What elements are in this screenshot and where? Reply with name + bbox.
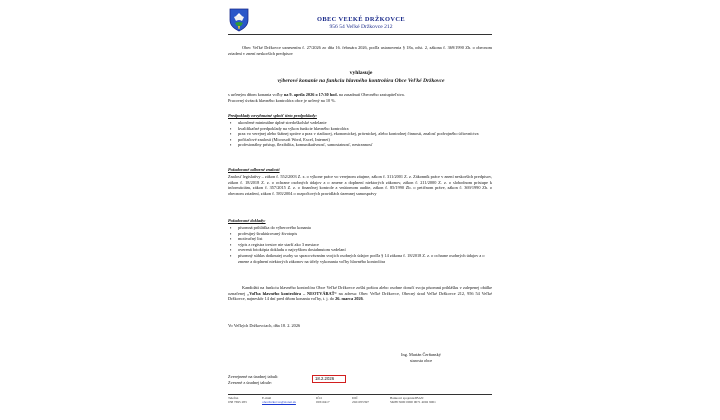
knowledge-text: Znalosť legislatívy – zákon č. 552/2003 Z. z. o výkone práce vo verejnom záujme, zákon č. 311/2001 Z. z. Zákonník práce v znení neskorších predpisov, zákon č. 18/2018 Z. z. o ochrane osobných údajov a o zmene a doplnení niektorých zákonov, zákon č. 211/2000 Z. z. o slobodnom prístupe k informáciám, zákon č. 357/2015 Z. z. o finančnej kontrole a vnútornom audite, zákon č. 85/1990 Zb. o petičnom práve, zákon č. 369/1990 Zb. o obecnom zriadení, zákon č. 583/2004 o rozpočtových pravidlách územnej samosprávy bbox=[228, 174, 492, 196]
removed-label: Zvesené z úradnej tabule: bbox=[228, 380, 273, 385]
footer-dic bbox=[352, 396, 369, 405]
requirement-item: ▪ počítačové znalosti (Microsoft Word, Excel, Internet) bbox=[228, 137, 490, 143]
requirements-heading: Predpoklady nevyhnutné splniť tieto predpoklady: bbox=[228, 113, 317, 118]
workload-text: Pracovný úväzok hlavného kontrolóra obce je určený na 10 %. bbox=[228, 97, 336, 103]
place-date: Vo Veľkých Držkovciach, dňa 18. 2. 2026 bbox=[228, 323, 301, 328]
submission-part2: na adresu: Obec Veľké Držkovce, Obecný úrad Veľké Držkovce 212, 956 54 Veľké Držkovce, najneskôr 14 dní pred dňom konania voľby, t. j. do bbox=[228, 290, 492, 302]
requirement-item: ▪ ukončené minimálne úplné stredoškolské vzdelanie bbox=[228, 120, 490, 126]
document-item: ▪ profesijný štruktúrovaný životopis bbox=[228, 231, 490, 237]
document-item: ▪ motivačný list bbox=[228, 236, 490, 242]
published-label: Zverejnené na úradnej tabuli: bbox=[228, 374, 279, 379]
footer-email-link[interactable]: obecdrzkovce@stonet.sk bbox=[262, 400, 296, 405]
submission-end: . bbox=[362, 296, 364, 302]
document-page bbox=[226, 0, 496, 420]
municipality-name: OBEC VEĽKÉ DRŽKOVCE bbox=[316, 16, 406, 23]
requirements-list bbox=[228, 120, 490, 148]
footer-email bbox=[262, 396, 296, 405]
footer-bank-label: Bankové spojenie/IBAN bbox=[390, 396, 424, 400]
requirement-item: ▪ profesionálny prístup, flexibilita, komunikatívnosť, samostatnosť, nestrannosť bbox=[228, 142, 490, 148]
published-date-field[interactable]: 18.2.2026 bbox=[312, 375, 346, 383]
submission-mark: „Voľba hlavného kontrolóra – NEOTVÁRAŤ“ bbox=[247, 290, 337, 296]
election-date: na 9. apríla 2026 o 17:30 hod. bbox=[283, 92, 338, 97]
documents-heading: Požadované doklady: bbox=[228, 218, 266, 223]
footer-phone-label: Telefón bbox=[228, 396, 239, 400]
footer-dic-label: DIČ bbox=[352, 396, 358, 400]
document-item: ▪ písomná prihláška do výberového konania bbox=[228, 225, 490, 231]
footer-divider bbox=[228, 394, 492, 395]
footer-dic-value: 2021055397 bbox=[352, 400, 369, 405]
requirement-item: ▪ prax vo verejnej alebo štátnej správe a prax v riadiacej, ekonomickej, právnickej, alebo kontrolnej činnosti, znalosť podvojného účtovníctva bbox=[228, 131, 490, 137]
requirement-item: ▪ kvalifikačné predpoklady na výkon funkcie hlavného kontrolóra bbox=[228, 126, 490, 132]
announce-title: výberové konanie na funkciu hlavného kontrolóra Obce Veľké Držkovce bbox=[277, 78, 445, 84]
signature-name: Ing. Marián Čerňanský bbox=[401, 352, 441, 357]
footer-phone-value: 038 7695 283 bbox=[228, 400, 247, 405]
announce-verb: vyhlasuje bbox=[349, 70, 373, 76]
footer-ico-value: 00310417 bbox=[316, 400, 330, 405]
election-post: na zasadnutí Obecného zastupiteľstva. bbox=[337, 92, 405, 97]
footer-ico-label: IČO bbox=[316, 396, 322, 400]
footer-email-label: E-mail bbox=[262, 396, 272, 400]
footer-bank bbox=[390, 396, 436, 405]
knowledge-heading: Požadované odborné znalosti bbox=[228, 167, 280, 172]
footer-ico bbox=[316, 396, 330, 405]
election-pre: s určeným dňom konania voľby bbox=[228, 92, 284, 97]
intro-paragraph: Obec Veľké Držkovce uznesením č. 27/2026 zo dňa 16. februára 2026, podľa ustanovenia § 18a, odst. 2, zákona č. 369/1990 Zb. o obecnom zriadení v znení neskorších predpisov bbox=[228, 45, 492, 56]
documents-list bbox=[228, 225, 490, 264]
document-item: ▪ výpis z registra trestov nie starší ako 3 mesiace bbox=[228, 242, 490, 248]
header-divider bbox=[228, 34, 492, 35]
footer-bank-value: SK88 5600 0000 0071 4002 9001 bbox=[390, 400, 436, 405]
signature-role: starosta obce bbox=[409, 358, 433, 363]
submission-deadline: 26. marca 2026 bbox=[335, 296, 363, 302]
election-paragraph bbox=[228, 92, 492, 103]
footer-phone bbox=[228, 396, 247, 405]
submission-part1: Kandidáti na funkciu hlavného kontrolóra Obce Veľké Držkovce zošlú poštou alebo osobne doručí svoju písomnú prihlášku v zalepenej obálke označenej bbox=[228, 285, 492, 296]
document-item: ▪ overená fotokópia dokladu o najvyššom dosiahnutom vzdelaní bbox=[228, 247, 490, 253]
submission-paragraph bbox=[228, 285, 492, 302]
document-item: ▪ písomný súhlas dotknutej osoby so spracovávaním svojich osobných údajov podľa § 14 zákona č. 18/2018 Z. z. o ochrane osobných údajov a o zmene a doplnení niektorých zákonov na účely vykonania voľby hlavného kontrolóra bbox=[228, 253, 490, 264]
municipality-address: 956 54 Veľké Držkovce 212 bbox=[329, 24, 393, 30]
